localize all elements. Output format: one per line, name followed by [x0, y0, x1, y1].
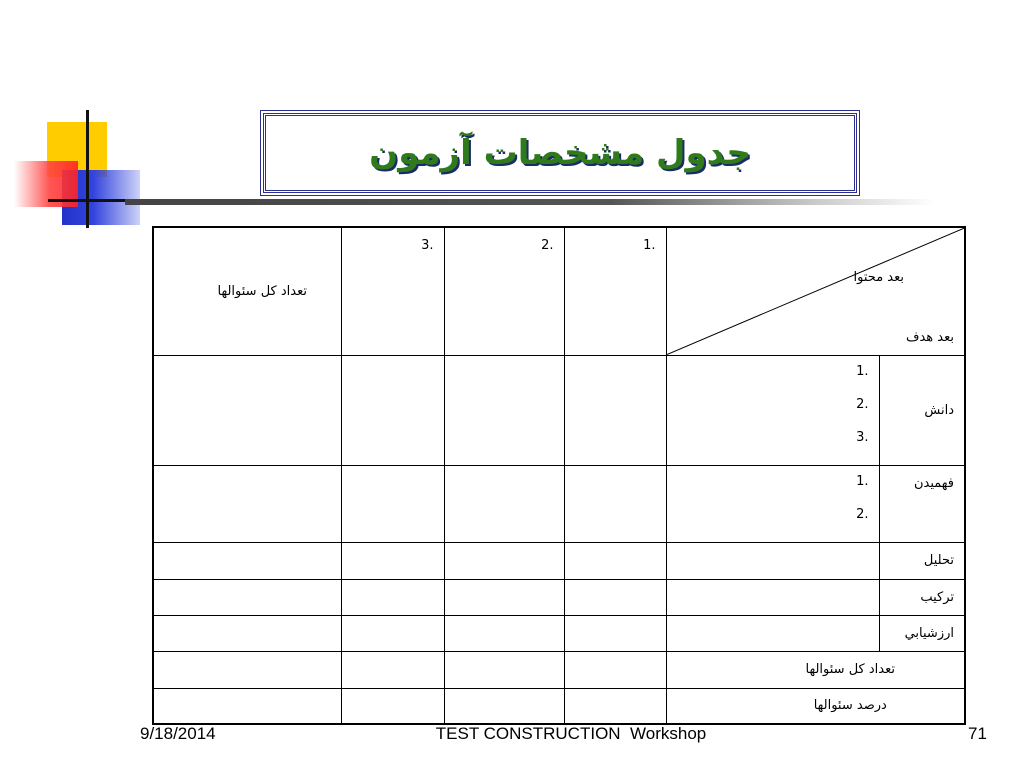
total-cell[interactable] [153, 355, 341, 465]
goal-label: دانش [879, 355, 965, 465]
title-box [263, 113, 857, 193]
cell[interactable] [666, 579, 879, 615]
subitem: 3. [856, 429, 869, 445]
content-col-3: 3. [341, 227, 444, 355]
cell[interactable] [564, 615, 666, 651]
subitem: 1. [856, 363, 869, 379]
total-cell[interactable] [153, 688, 341, 724]
cell[interactable] [444, 579, 564, 615]
cell[interactable] [444, 651, 564, 688]
footer-title: TEST CONSTRUCTION Workshop [435, 724, 707, 743]
total-cell[interactable] [153, 465, 341, 542]
cell[interactable] [341, 542, 444, 579]
cell[interactable] [341, 465, 444, 542]
decor-vertical-line [86, 110, 89, 228]
subitem-list [666, 465, 879, 542]
slide-title: جدول مشخصات آزمون [369, 133, 751, 173]
subitem: 1. [856, 473, 869, 489]
cell[interactable] [444, 688, 564, 724]
summary-label-total: تعداد کل سئوالها [666, 651, 965, 688]
table-row [153, 465, 965, 542]
table-row [153, 542, 965, 579]
cell[interactable] [444, 542, 564, 579]
slide-number: 71 [968, 724, 987, 743]
content-col-2: 2. [444, 227, 564, 355]
subitem: 2. [856, 506, 869, 522]
content-col-1: 1. [564, 227, 666, 355]
total-header: تعداد کل سئوالها [153, 227, 341, 355]
subitem: 2. [856, 396, 869, 412]
cell[interactable] [341, 615, 444, 651]
cell[interactable] [564, 579, 666, 615]
cell[interactable] [564, 688, 666, 724]
goal-label: فهميدن [879, 465, 965, 542]
goal-label: تحليل [879, 542, 965, 579]
subitem-list [666, 355, 879, 465]
cell[interactable] [666, 542, 879, 579]
goal-dimension-label: بعد هدف [905, 329, 954, 345]
title-rule [125, 199, 935, 205]
cell[interactable] [341, 355, 444, 465]
header-row [153, 227, 965, 355]
summary-row [153, 688, 965, 724]
cell[interactable] [341, 651, 444, 688]
cell[interactable] [564, 651, 666, 688]
summary-row [153, 651, 965, 688]
content-dimension-label: بعد محتوا [853, 270, 904, 285]
cell[interactable] [666, 615, 879, 651]
corner-cell [666, 227, 965, 355]
total-cell[interactable] [153, 579, 341, 615]
summary-label-percent: درصد سئوالها [666, 688, 965, 724]
table-row [153, 615, 965, 651]
footer-date: 9/18/2014 [140, 724, 216, 743]
cell[interactable] [341, 688, 444, 724]
total-cell[interactable] [153, 615, 341, 651]
cell[interactable] [564, 355, 666, 465]
cell[interactable] [444, 615, 564, 651]
spec-table [152, 226, 966, 725]
cell[interactable] [444, 465, 564, 542]
table-row [153, 355, 965, 465]
total-cell[interactable] [153, 651, 341, 688]
goal-label: ارزشيابي [879, 615, 965, 651]
total-cell[interactable] [153, 542, 341, 579]
cell[interactable] [564, 542, 666, 579]
goal-label: تركيب [879, 579, 965, 615]
cell[interactable] [444, 355, 564, 465]
table-row [153, 579, 965, 615]
cell[interactable] [564, 465, 666, 542]
cell[interactable] [341, 579, 444, 615]
